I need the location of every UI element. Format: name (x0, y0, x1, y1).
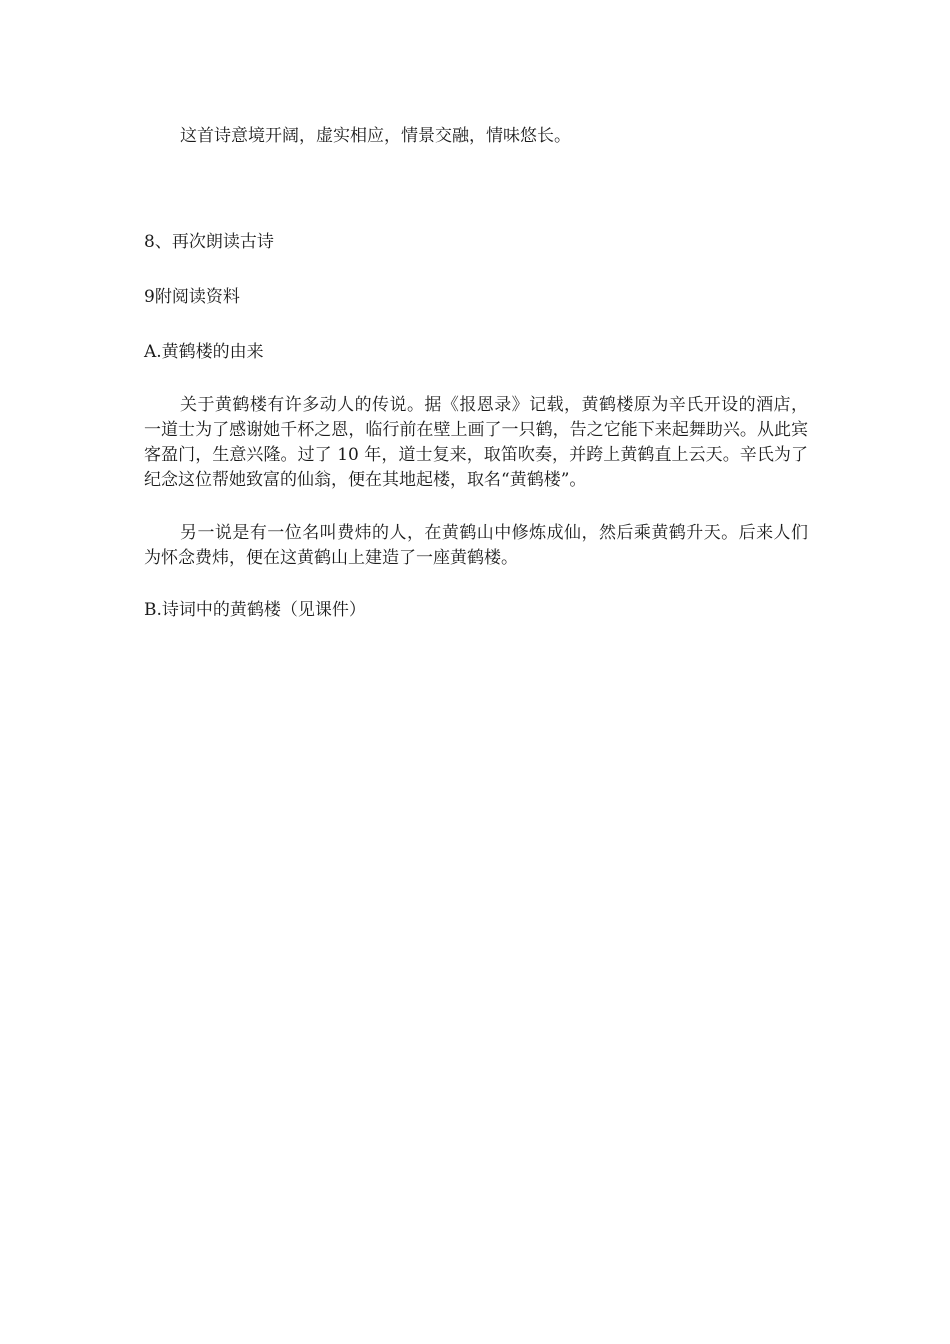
section-a-heading: A.黄鹤楼的由来 (144, 342, 264, 362)
step-8-heading: 8、再次朗读古诗 (144, 232, 274, 252)
step-9-heading: 9附阅读资料 (144, 287, 240, 307)
legend-paragraph-2: 另一说是有一位名叫费炜的人，在黄鹤山中修炼成仙，然后乘黄鹤升天。后来人们为怀念费炜，便在这黄鹤山上建造了一座黄鹤楼。 (144, 523, 808, 568)
section-b-heading: B.诗词中的黄鹤楼（见课件） (144, 600, 366, 620)
poem-summary-paragraph: 这首诗意境开阔，虚实相应，情景交融，情味悠长。 (180, 126, 571, 146)
legend-paragraph-1: 关于黄鹤楼有许多动人的传说。据《报恩录》记载，黄鹤楼原为辛氏开设的酒店，一道士为了感谢她千杯之恩，临行前在壁上画了一只鹤，告之它能下来起舞助兴。从此宾客盈门，生意兴隆。过了 10 年，道士复来，取笛吹奏，并跨上黄鹤直上云天。辛氏为了纪念这位帮她致富的仙翁，便在其地起楼，取名“黄鹤楼”。 (144, 395, 808, 490)
